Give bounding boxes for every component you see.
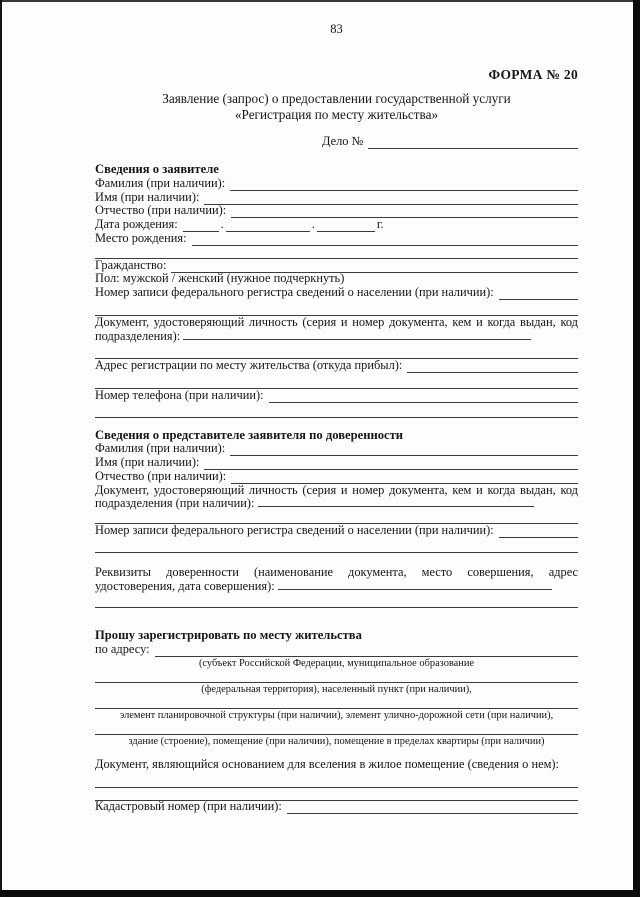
page-number: 83 [330, 22, 343, 36]
representative-patronymic-row [95, 470, 578, 484]
address-caption-2: (федеральная территория), населенный пункт (при наличии), [201, 683, 472, 695]
representative-fed-register-blank [499, 527, 578, 538]
representative-fed-register-label: Номер записи федерального регистра сведений о населении (при наличии): [95, 522, 494, 537]
case-number-blank [368, 138, 578, 149]
applicant-birthplace-row [95, 232, 578, 246]
representative-surname-blank [230, 445, 578, 456]
request-address-blank-1 [155, 646, 578, 657]
applicant-firstname-label: Имя (при наличии): [95, 189, 200, 204]
applicant-birthplace-blank [192, 235, 578, 246]
cadastral-blank [287, 803, 578, 814]
birthdate-separator-2: . [311, 217, 315, 232]
applicant-phone-label: Номер телефона (при наличии): [95, 387, 264, 402]
document-title-line2: «Регистрация по месту жительства» [234, 106, 439, 122]
form-number-label: ФОРМА № 20 [488, 67, 578, 82]
applicant-phone-continuation-line [95, 403, 578, 418]
applicant-phone-blank [269, 392, 578, 403]
basis-doc-label: Документ, являющийся основанием для вселения в жилое помещение (сведения о нем): [95, 756, 560, 771]
poa-details-label: Реквизиты доверенности (наименование документа, место совершения, адрес удостоверения, дата совершения): [95, 564, 578, 593]
applicant-prev-address-row [95, 359, 578, 373]
cadastral-row [95, 801, 578, 815]
birthdate-year-suffix: г. [376, 217, 384, 232]
birthdate-month-blank [226, 221, 310, 232]
birthdate-year-blank [317, 221, 375, 232]
request-address-row [95, 643, 578, 657]
basis-doc-blank-line-1 [95, 772, 578, 788]
address-caption-1: (субъект Российской Федерации, муниципальное образование [198, 657, 475, 669]
address-caption-3: элемент планировочной структуры (при наличии), элемент улично-дорожной сети (при наличии), [119, 709, 554, 721]
case-number-row [95, 136, 578, 150]
representative-fed-register-continuation-line [95, 538, 578, 553]
request-address-label: по адресу: [95, 641, 150, 656]
representative-identity-doc-label: Документ, удостоверяющий личность (серия и номер документа, кем и когда выдан, код подразделения (при наличии): [95, 482, 578, 511]
applicant-birthplace-label: Место рождения: [95, 230, 187, 245]
representative-surname-label: Фамилия (при наличии): [95, 441, 226, 456]
applicant-prev-address-label: Адрес регистрации по месту жительства (откуда прибыл): [95, 357, 403, 372]
address-caption-4: здание (строение), помещение (при наличии), помещение в пределах квартиры (при наличии) [128, 735, 545, 747]
applicant-prev-address-blank [407, 362, 578, 373]
representative-identity-doc-blank [258, 497, 534, 507]
applicant-patronymic-blank [231, 207, 578, 218]
request-address-blank-4 [95, 722, 578, 735]
applicant-fed-register-row [95, 286, 578, 300]
representative-patronymic-label: Отчество (при наличии): [95, 468, 227, 483]
representative-fed-register-row [95, 524, 578, 538]
document-title [95, 91, 578, 123]
basis-doc-row [95, 758, 578, 772]
applicant-patronymic-label: Отчество (при наличии): [95, 203, 227, 218]
representative-section-heading: Сведения о представителе заявителя по доверенности [95, 427, 404, 442]
applicant-firstname-blank [204, 194, 578, 205]
applicant-surname-label: Фамилия (при наличии): [95, 176, 226, 191]
applicant-identity-doc-blank [183, 330, 531, 340]
applicant-section-heading: Сведения о заявителе [95, 162, 219, 177]
applicant-phone-row [95, 389, 578, 403]
cadastral-label: Кадастровый номер (при наличии): [95, 799, 282, 814]
request-section-heading: Прошу зарегистрировать по месту жительства [95, 628, 362, 643]
applicant-identity-doc-label: Документ, удостоверяющий личность (серия и номер документа, кем и когда выдан, код подразделения): [95, 314, 578, 343]
poa-details-continuation-line [95, 593, 578, 608]
applicant-birthdate-label: Дата рождения: [95, 217, 178, 232]
case-number-label: Дело № [322, 134, 364, 149]
scan-border-bottom [0, 890, 640, 897]
poa-details-blank [278, 580, 552, 590]
representative-firstname-label: Имя (при наличии): [95, 455, 200, 470]
applicant-prev-address-continuation-line [95, 373, 578, 389]
birthdate-separator: . [220, 217, 224, 232]
applicant-identity-doc-row [95, 316, 578, 343]
applicant-sex-label: Пол: мужской / женский (нужное подчеркнуть) [95, 271, 345, 286]
request-address-blank-3 [95, 696, 578, 709]
request-address-blank-2 [95, 670, 578, 683]
representative-identity-doc-row [95, 484, 578, 511]
applicant-fed-register-continuation-line [95, 300, 578, 316]
applicant-fed-register-blank [499, 289, 578, 300]
representative-firstname-blank [204, 459, 578, 470]
applicant-citizenship-label: Гражданство: [95, 257, 167, 272]
applicant-surname-blank [230, 180, 578, 191]
applicant-fed-register-label: Номер записи федерального регистра сведений о населении (при наличии): [95, 284, 494, 299]
document-title-line1: Заявление (запрос) о предоставлении государственной услуги [162, 91, 511, 106]
applicant-identity-doc-continuation-line [95, 343, 578, 359]
poa-details-row [95, 566, 578, 593]
